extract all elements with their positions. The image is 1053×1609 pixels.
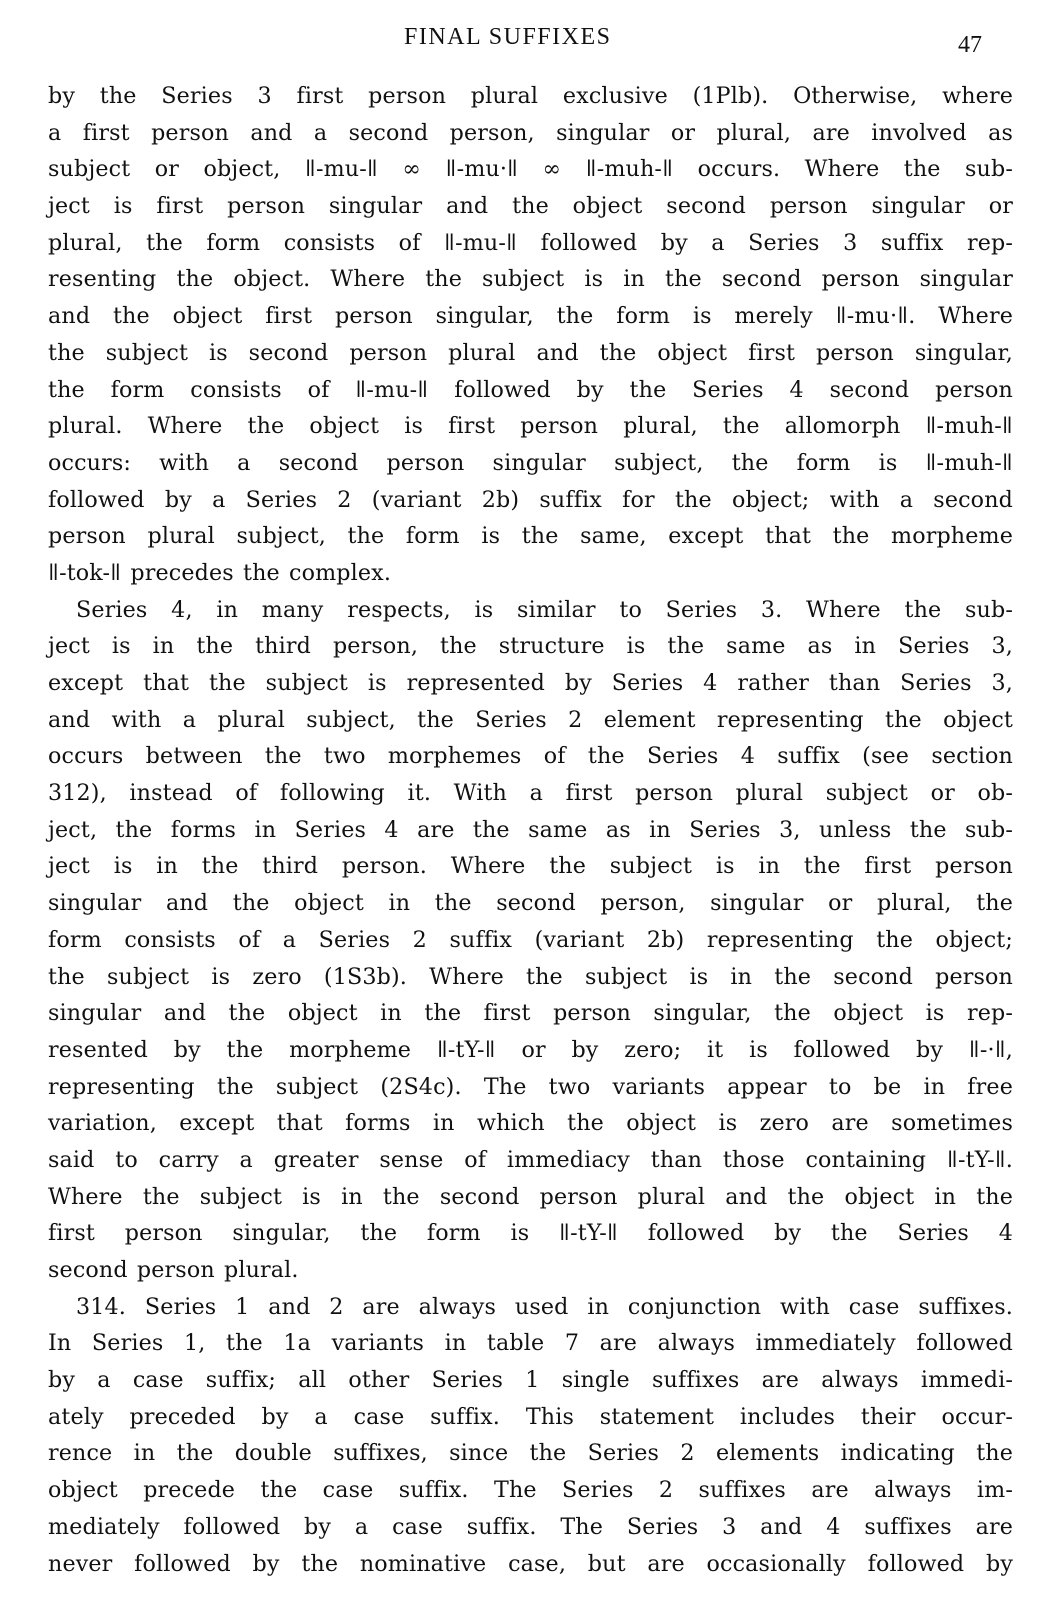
text-line: object precede the case suffix. The Series 2 suffixes are always im- (48, 1477, 1013, 1504)
text-line: 312), instead of following it. With a first person plural subject or ob- (48, 780, 1013, 807)
text-line: second person plural. (48, 1257, 299, 1283)
text-line: person plural subject, the form is the same, except that the morpheme (48, 523, 1013, 550)
text-line: by the Series 3 first person plural exclusive (1Plb). Otherwise, where (48, 83, 1013, 109)
text-line: followed by a Series 2 (variant 2b) suffix for the object; with a second (48, 486, 1013, 513)
text-line: the subject is second person plural and the object first person singular, (48, 339, 1013, 366)
text-line: subject or object, ǁ-mu-ǁ ∞ ǁ-mu·ǁ ∞ ǁ-muh-ǁ occurs. Where the sub- (48, 156, 1013, 183)
text-line: singular and the object in the second person, singular or plural, the (48, 890, 1013, 917)
text-line: and the object first person singular, the form is merely ǁ-mu·ǁ. Where (48, 303, 1013, 330)
text-line: by a case suffix; all other Series 1 single suffixes are always immedi- (48, 1367, 1013, 1394)
text-line: plural. Where the object is first person plural, the allomorph ǁ-muh-ǁ (48, 413, 1013, 440)
text-line: singular and the object in the first person singular, the object is rep- (48, 1000, 1013, 1027)
running-head (0, 20, 1053, 60)
text-line: the form consists of ǁ-mu-ǁ followed by the Series 4 second person (48, 376, 1013, 403)
text-line: and with a plural subject, the Series 2 element representing the object (48, 706, 1013, 733)
text-line: ject is in the third person. Where the subject is in the first person (48, 853, 1013, 880)
text-line: the subject is zero (1S3b). Where the subject is in the second person (48, 963, 1013, 990)
text-line: form consists of a Series 2 suffix (variant 2b) representing the object; (48, 926, 1013, 953)
text-line: resenting the object. Where the subject is in the second person singular (48, 266, 1013, 293)
text-line: occurs: with a second person singular subject, the form is ǁ-muh-ǁ (48, 449, 1013, 476)
text-line: ject is in the third person, the structure is the same as in Series 3, (48, 633, 1013, 660)
text-line: resented by the morpheme ǁ-tY-ǁ or by zero; it is followed by ǁ-·ǁ, (48, 1036, 1013, 1063)
text-line: never followed by the nominative case, but are occasionally followed by (48, 1550, 1013, 1577)
text-line: In Series 1, the 1a variants in table 7 are always immediately followed (48, 1330, 1013, 1357)
text-line: plural, the form consists of ǁ-mu-ǁ followed by a Series 3 suffix rep- (48, 229, 1013, 256)
text-line: occurs between the two morphemes of the Series 4 suffix (see section (48, 743, 1013, 770)
text-line: ately preceded by a case suffix. This statement includes their occur- (48, 1403, 1013, 1430)
text-line: Where the subject is in the second person plural and the object in the (48, 1183, 1013, 1210)
text-line: ǁ-tok-ǁ precedes the complex. (48, 559, 392, 586)
text-line: 314. Series 1 and 2 are always used in conjunction with case suffixes. (76, 1293, 1013, 1320)
page-number: 47 (958, 32, 982, 58)
text-line: variation, except that forms in which the object is zero are sometimes (48, 1110, 1013, 1137)
text-line: ject is first person singular and the object second person singular or (48, 193, 1013, 220)
text-line: except that the subject is represented by Series 4 rather than Series 3, (48, 670, 1013, 696)
text-line: representing the subject (2S4c). The two variants appear to be in free (48, 1073, 1013, 1100)
text-line: Series 4, in many respects, is similar to Series 3. Where the sub- (76, 596, 1013, 623)
text-line: said to carry a greater sense of immediacy than those containing ǁ-tY-ǁ. (48, 1146, 1013, 1173)
running-title: FINAL SUFFIXES (404, 24, 612, 50)
text-line: mediately followed by a case suffix. The Series 3 and 4 suffixes are (48, 1513, 1013, 1540)
text-line: rence in the double suffixes, since the Series 2 elements indicating the (48, 1440, 1013, 1467)
text-line: a first person and a second person, singular or plural, are involved as (48, 119, 1013, 146)
text-line: ject, the forms in Series 4 are the same as in Series 3, unless the sub- (48, 816, 1013, 843)
body-text (48, 78, 1013, 1582)
text-line: first person singular, the form is ǁ-tY-ǁ followed by the Series 4 (48, 1220, 1013, 1247)
